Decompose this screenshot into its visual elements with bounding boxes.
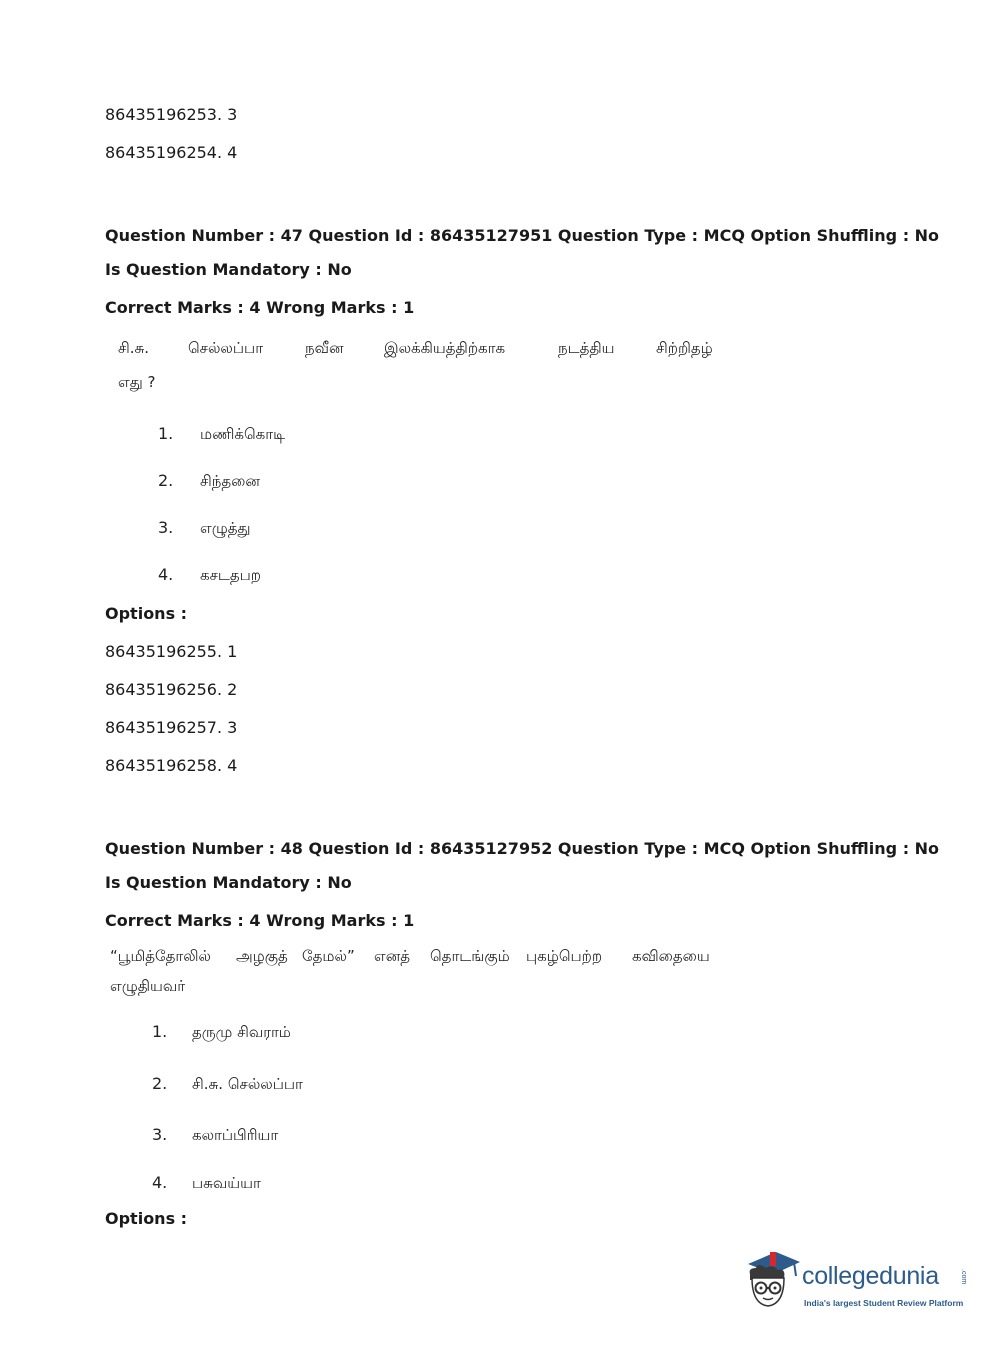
question-word: இலக்கியத்திற்காக: [384, 339, 506, 357]
option-line: 86435196257. 3: [105, 718, 238, 737]
question-word: புகழ்பெற்ற: [526, 947, 603, 965]
question-word: செல்லப்பா: [188, 339, 264, 357]
choice-text: சி.சு. செல்லப்பா: [192, 1075, 303, 1093]
choice-text: தருமு சிவராம்: [192, 1023, 291, 1041]
choice-number: 4.: [152, 1173, 168, 1192]
logo-tagline: India's largest Student Review Platform: [804, 1298, 964, 1308]
option-line: 86435196258. 4: [105, 756, 238, 775]
question-word: கவிதையை: [632, 947, 710, 965]
choice-number: 3.: [152, 1125, 168, 1144]
question-word: எது ?: [118, 373, 156, 391]
options-label: Options :: [105, 1209, 188, 1228]
choice-text: பசுவய்யா: [192, 1174, 261, 1192]
choice-number: 4.: [158, 565, 174, 584]
question-word: எனத்: [374, 947, 411, 965]
question-word: அழகுத்: [236, 947, 288, 965]
choice-number: 3.: [158, 518, 174, 537]
choice-text: கசடதபற: [200, 566, 261, 584]
question-47-header: Question Number : 47 Question Id : 86435127951 Question Type : MCQ Option Shuffling : No: [105, 226, 940, 245]
choice-number: 2.: [158, 471, 174, 490]
choice-text: சிந்தனை: [200, 472, 260, 490]
choice-number: 1.: [152, 1022, 168, 1041]
mascot-icon: [742, 1248, 802, 1312]
choice-text: எழுத்து: [200, 519, 251, 537]
option-line: 86435196253. 3: [105, 105, 238, 124]
option-line: 86435196255. 1: [105, 642, 238, 661]
question-48-marks: Correct Marks : 4 Wrong Marks : 1: [105, 911, 415, 930]
choice-number: 1.: [158, 424, 174, 443]
question-word: நவீன: [305, 339, 344, 357]
collegedunia-logo: [742, 1248, 972, 1312]
question-word: எழுதியவர்: [110, 977, 186, 995]
question-word: நடத்திய: [558, 339, 615, 357]
question-word: சி.சு.: [118, 339, 150, 357]
logo-wordmark: collegedunia: [802, 1262, 939, 1290]
question-48-header: Question Number : 48 Question Id : 86435127952 Question Type : MCQ Option Shuffling : No: [105, 839, 940, 858]
question-47-marks: Correct Marks : 4 Wrong Marks : 1: [105, 298, 415, 317]
question-47-mandatory: Is Question Mandatory : No: [105, 260, 352, 279]
logo-com: .com: [960, 1269, 967, 1285]
question-word: தேமல்”: [302, 947, 355, 965]
options-label: Options :: [105, 604, 188, 623]
option-line: 86435196254. 4: [105, 143, 238, 162]
question-word: சிற்றிதழ்: [656, 339, 713, 357]
option-line: 86435196256. 2: [105, 680, 238, 699]
question-word: தொடங்கும்: [430, 947, 510, 965]
choice-number: 2.: [152, 1074, 168, 1093]
choice-text: கலாப்பிரியா: [192, 1126, 279, 1144]
question-48-mandatory: Is Question Mandatory : No: [105, 873, 352, 892]
question-word: “பூமித்தோலில்: [110, 947, 211, 965]
choice-text: மணிக்கொடி: [200, 425, 286, 443]
